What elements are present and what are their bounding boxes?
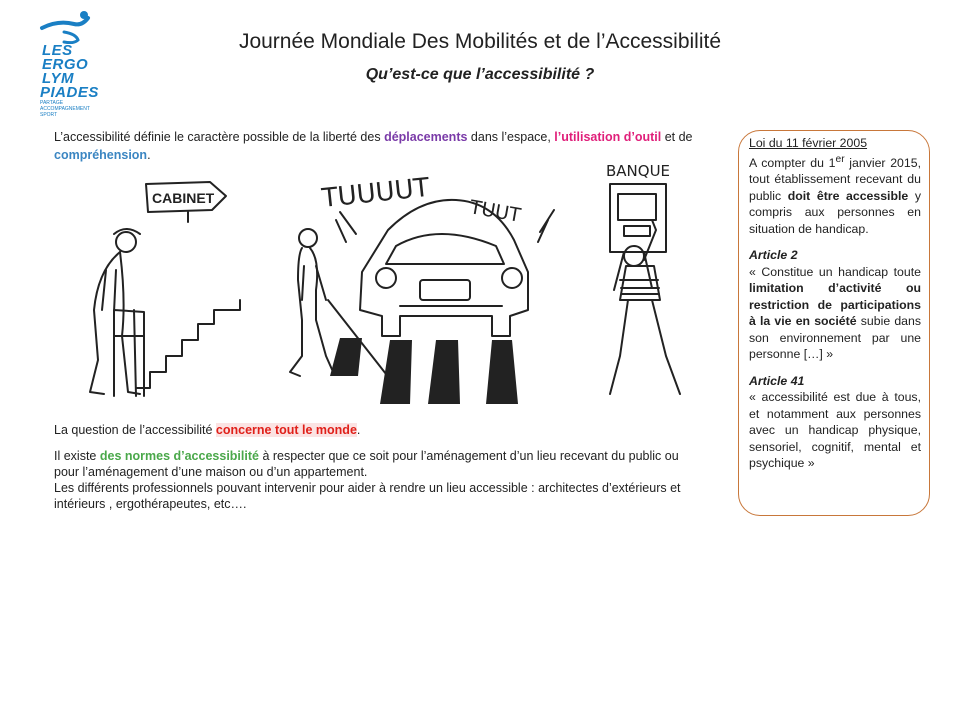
logo-text-piades: PIADES — [40, 84, 99, 101]
article-2-text — [749, 264, 921, 363]
norms-text: à respecter que ce soit pour l’aménagement d’un lieu recevant du public ou pour l’aménagement d’une maison ou d’un appartement. — [54, 449, 679, 479]
highlight-outil: l’utilisation d’outil — [554, 130, 662, 144]
legal-box — [738, 130, 930, 516]
logo — [34, 10, 104, 118]
article-2-bold: limitation d’activité ou restriction de participations à la vie en société — [749, 281, 921, 329]
highlight-tout-le-monde: concerne tout le monde — [215, 423, 357, 437]
intro-paragraph — [54, 128, 714, 164]
sound-tuuuut-text: TUUUUT — [320, 172, 431, 214]
norms-text: Il existe — [54, 449, 100, 463]
atm-icon — [610, 184, 666, 252]
sound-tuut-text: TUUT — [468, 196, 523, 227]
swimmer-logo-icon — [34, 10, 94, 44]
law-bold: doit être accessible — [787, 188, 909, 203]
law-text — [749, 152, 921, 238]
article-41-title: Article 41 — [749, 373, 805, 388]
page-title: Journée Mondiale Des Mobilités et de l’Accessibilité — [238, 30, 722, 53]
law-text-part: A compter du 1 — [749, 155, 836, 170]
highlight-comprehension: compréhension — [54, 148, 148, 162]
question-text: La question de l’accessibilité — [54, 423, 216, 437]
article-2-part: « Constitue un handicap toute — [749, 264, 921, 279]
article-2-title: Article 2 — [749, 248, 798, 263]
intro-text: dans l’espace, — [467, 130, 555, 144]
sign-banque-text: BANQUE — [606, 162, 671, 180]
logo-text-lym: LYM — [42, 70, 75, 87]
staircase-icon — [136, 300, 240, 388]
article-2-part: subie dans son environnement par une personne […] » — [749, 314, 921, 362]
law-sup: er — [835, 153, 845, 165]
highlight-normes: des normes d’accessibilité — [99, 449, 259, 463]
sign-cabinet-text: CABINET — [152, 190, 215, 206]
page-subtitle: Qu’est-ce que l’accessibilité ? — [365, 66, 595, 83]
highlight-deplacements: déplacements — [384, 130, 468, 144]
intro-text: L’accessibilité définie le caractère possible de la liberté des — [54, 130, 385, 144]
law-text-part: janvier 2015, tout établissement recevant du public — [749, 155, 921, 203]
intro-text: et de — [661, 130, 693, 144]
intro-text: . — [147, 148, 151, 162]
norms-paragraph — [54, 448, 694, 512]
logo-tagline: PARTAGE ACCOMPAGNEMENT SPORT — [40, 100, 90, 118]
logo-text-ergo: ERGO — [42, 56, 89, 73]
professionals-text: Les différents professionnels pouvant intervenir pour aider à rendre un lieu accessible : architectes d’extérieurs et intérieurs , ergothérapeutes, etc…. — [54, 481, 681, 511]
article-41-text: « accessibilité est due à tous, et notamment aux personnes avec un handicap physique, sensoriel, cognitif, mental et psychique » — [749, 390, 921, 471]
illustration — [40, 160, 710, 418]
logo-text-les: LES — [42, 42, 73, 59]
law-title: Loi du 11 février 2005 — [749, 136, 868, 150]
question-text: . — [356, 423, 361, 437]
question-paragraph — [54, 423, 714, 437]
woman-at-atm-icon — [610, 220, 680, 394]
elderly-man-walker-icon — [90, 229, 144, 396]
law-text-part: y compris aux personnes en situation de handicap. — [749, 188, 921, 236]
crosswalk — [330, 338, 518, 404]
